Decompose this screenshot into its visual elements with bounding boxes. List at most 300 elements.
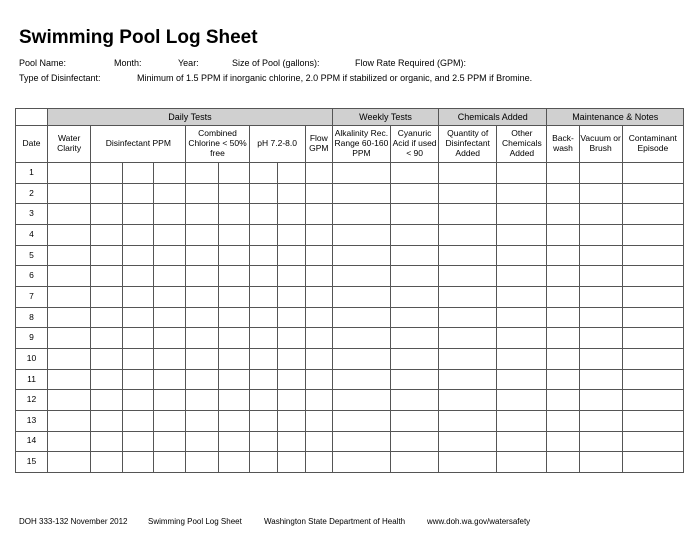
entry-cell[interactable] (249, 307, 277, 328)
group-maintenance-notes: Maintenance & Notes (547, 109, 684, 126)
entry-cell[interactable] (154, 452, 186, 473)
entry-cell[interactable] (277, 369, 305, 390)
row-date-label: 3 (16, 204, 48, 225)
entry-cell[interactable] (622, 348, 683, 369)
entry-cell[interactable] (622, 369, 683, 390)
entry-cell[interactable] (249, 245, 277, 266)
entry-cell[interactable] (91, 369, 123, 390)
entry-cell[interactable] (547, 266, 579, 287)
entry-cell[interactable] (91, 224, 123, 245)
entry-cell[interactable] (186, 348, 218, 369)
entry-cell[interactable] (391, 410, 439, 431)
entry-cell[interactable] (123, 307, 154, 328)
entry-cell[interactable] (391, 224, 439, 245)
entry-cell[interactable] (579, 328, 622, 349)
entry-cell[interactable] (277, 163, 305, 184)
entry-cell[interactable] (91, 431, 123, 452)
entry-cell[interactable] (48, 410, 91, 431)
entry-cell[interactable] (579, 307, 622, 328)
entry-cell[interactable] (154, 328, 186, 349)
entry-cell[interactable] (332, 266, 390, 287)
disinfectant-note: Minimum of 1.5 PPM if inorganic chlorine, 2.0 PPM if stabilized or organic, and 2.5 PPM if Bromine. (137, 73, 533, 83)
entry-cell[interactable] (497, 266, 547, 287)
entry-cell[interactable] (48, 183, 91, 204)
entry-cell[interactable] (305, 266, 332, 287)
entry-cell[interactable] (186, 307, 218, 328)
entry-cell[interactable] (218, 204, 249, 225)
entry-cell[interactable] (332, 307, 390, 328)
entry-cell[interactable] (277, 348, 305, 369)
entry-cell[interactable] (305, 163, 332, 184)
entry-cell[interactable] (439, 348, 497, 369)
entry-cell[interactable] (48, 163, 91, 184)
entry-cell[interactable] (579, 452, 622, 473)
col-other-chemicals: Other Chemicals Added (497, 126, 547, 163)
entry-cell[interactable] (622, 307, 683, 328)
col-cyanuric-acid: Cyanuric Acid if used < 90 (391, 126, 439, 163)
entry-cell[interactable] (123, 410, 154, 431)
entry-cell[interactable] (249, 224, 277, 245)
entry-cell[interactable] (332, 410, 390, 431)
entry-cell[interactable] (391, 163, 439, 184)
entry-cell[interactable] (439, 163, 497, 184)
entry-cell[interactable] (497, 390, 547, 411)
table-row (16, 452, 684, 473)
entry-cell[interactable] (154, 348, 186, 369)
entry-cell[interactable] (439, 328, 497, 349)
entry-cell[interactable] (579, 163, 622, 184)
entry-cell[interactable] (123, 452, 154, 473)
entry-cell[interactable] (123, 204, 154, 225)
row-date-label: 14 (16, 431, 48, 452)
entry-cell[interactable] (249, 266, 277, 287)
entry-cell[interactable] (249, 163, 277, 184)
entry-cell[interactable] (439, 410, 497, 431)
entry-cell[interactable] (91, 410, 123, 431)
entry-cell[interactable] (305, 431, 332, 452)
pool-size-label: Size of Pool (gallons): (232, 58, 320, 68)
entry-cell[interactable] (186, 224, 218, 245)
entry-cell[interactable] (48, 390, 91, 411)
entry-cell[interactable] (497, 348, 547, 369)
entry-cell[interactable] (391, 245, 439, 266)
entry-cell[interactable] (622, 390, 683, 411)
col-flow-gpm: Flow GPM (305, 126, 332, 163)
col-vacuum-brush: Vacuum or Brush (579, 126, 622, 163)
entry-cell[interactable] (91, 245, 123, 266)
row-date-label: 2 (16, 183, 48, 204)
row-date-label: 11 (16, 369, 48, 390)
year-label: Year: (178, 58, 199, 68)
entry-cell[interactable] (218, 369, 249, 390)
entry-cell[interactable] (497, 183, 547, 204)
entry-cell[interactable] (186, 204, 218, 225)
row-date-label: 5 (16, 245, 48, 266)
entry-cell[interactable] (497, 224, 547, 245)
entry-cell[interactable] (622, 328, 683, 349)
entry-cell[interactable] (622, 410, 683, 431)
entry-cell[interactable] (305, 224, 332, 245)
entry-cell[interactable] (91, 266, 123, 287)
row-date-label: 13 (16, 410, 48, 431)
entry-cell[interactable] (186, 183, 218, 204)
entry-cell[interactable] (123, 348, 154, 369)
entry-cell[interactable] (579, 369, 622, 390)
col-contaminant-episode: Contaminant Episode (622, 126, 683, 163)
entry-cell[interactable] (547, 452, 579, 473)
entry-cell[interactable] (218, 224, 249, 245)
col-date: Date (16, 126, 48, 163)
entry-cell[interactable] (332, 390, 390, 411)
entry-cell[interactable] (48, 286, 91, 307)
footer-form-name: Swimming Pool Log Sheet (148, 517, 242, 526)
entry-cell[interactable] (439, 307, 497, 328)
entry-cell[interactable] (186, 266, 218, 287)
entry-cell[interactable] (622, 431, 683, 452)
table-row (16, 348, 684, 369)
entry-cell[interactable] (277, 224, 305, 245)
entry-cell[interactable] (497, 410, 547, 431)
entry-cell[interactable] (305, 183, 332, 204)
entry-cell[interactable] (547, 245, 579, 266)
entry-cell[interactable] (497, 328, 547, 349)
entry-cell[interactable] (154, 390, 186, 411)
entry-cell[interactable] (391, 452, 439, 473)
entry-cell[interactable] (123, 328, 154, 349)
page-title: Swimming Pool Log Sheet (19, 27, 258, 48)
col-alkalinity: Alkalinity Rec. Range 60-160 PPM (332, 126, 390, 163)
table-row (16, 245, 684, 266)
entry-cell[interactable] (305, 245, 332, 266)
col-backwash: Back-wash (547, 126, 579, 163)
entry-cell[interactable] (48, 245, 91, 266)
table-row (16, 328, 684, 349)
entry-cell[interactable] (622, 204, 683, 225)
entry-cell[interactable] (48, 452, 91, 473)
table-row (16, 183, 684, 204)
entry-cell[interactable] (218, 307, 249, 328)
entry-cell[interactable] (332, 224, 390, 245)
col-combined-chlorine: Combined Chlorine < 50% free (186, 126, 249, 163)
entry-cell[interactable] (249, 452, 277, 473)
entry-cell[interactable] (249, 286, 277, 307)
entry-cell[interactable] (579, 348, 622, 369)
entry-cell[interactable] (391, 183, 439, 204)
entry-cell[interactable] (547, 286, 579, 307)
entry-cell[interactable] (305, 348, 332, 369)
entry-cell[interactable] (249, 410, 277, 431)
entry-cell[interactable] (249, 390, 277, 411)
entry-cell[interactable] (91, 452, 123, 473)
entry-cell[interactable] (439, 224, 497, 245)
entry-cell[interactable] (332, 183, 390, 204)
entry-cell[interactable] (218, 183, 249, 204)
entry-cell[interactable] (123, 369, 154, 390)
entry-cell[interactable] (186, 245, 218, 266)
entry-cell[interactable] (277, 328, 305, 349)
entry-cell[interactable] (123, 431, 154, 452)
col-disinfectant-ppm: Disinfectant PPM (91, 126, 186, 163)
entry-cell[interactable] (123, 163, 154, 184)
entry-cell[interactable] (154, 286, 186, 307)
entry-cell[interactable] (579, 224, 622, 245)
entry-cell[interactable] (277, 307, 305, 328)
entry-cell[interactable] (218, 348, 249, 369)
entry-cell[interactable] (218, 431, 249, 452)
entry-cell[interactable] (332, 204, 390, 225)
entry-cell[interactable] (332, 163, 390, 184)
table-row (16, 224, 684, 245)
entry-cell[interactable] (154, 224, 186, 245)
entry-cell[interactable] (277, 452, 305, 473)
entry-cell[interactable] (305, 390, 332, 411)
row-date-label: 7 (16, 286, 48, 307)
entry-cell[interactable] (579, 410, 622, 431)
row-date-label: 12 (16, 390, 48, 411)
row-date-label: 1 (16, 163, 48, 184)
entry-cell[interactable] (579, 431, 622, 452)
entry-cell[interactable] (622, 286, 683, 307)
group-chemicals-added: Chemicals Added (439, 109, 547, 126)
entry-cell[interactable] (277, 183, 305, 204)
entry-cell[interactable] (547, 163, 579, 184)
entry-cell[interactable] (439, 369, 497, 390)
entry-cell[interactable] (154, 431, 186, 452)
entry-cell[interactable] (332, 369, 390, 390)
row-date-label: 8 (16, 307, 48, 328)
entry-cell[interactable] (218, 452, 249, 473)
footer-url: www.doh.wa.gov/watersafety (427, 517, 531, 526)
entry-cell[interactable] (48, 307, 91, 328)
entry-cell[interactable] (186, 431, 218, 452)
entry-cell[interactable] (91, 204, 123, 225)
entry-cell[interactable] (547, 410, 579, 431)
entry-cell[interactable] (91, 390, 123, 411)
entry-cell[interactable] (249, 204, 277, 225)
entry-cell[interactable] (305, 369, 332, 390)
flow-rate-label: Flow Rate Required (GPM): (355, 58, 467, 68)
entry-cell[interactable] (439, 452, 497, 473)
entry-cell[interactable] (218, 163, 249, 184)
table-row (16, 266, 684, 287)
entry-cell[interactable] (48, 204, 91, 225)
entry-cell[interactable] (547, 390, 579, 411)
entry-cell[interactable] (123, 245, 154, 266)
entry-cell[interactable] (305, 410, 332, 431)
entry-cell[interactable] (277, 204, 305, 225)
entry-cell[interactable] (497, 286, 547, 307)
entry-cell[interactable] (547, 183, 579, 204)
row-date-label: 4 (16, 224, 48, 245)
entry-cell[interactable] (579, 183, 622, 204)
entry-cell[interactable] (622, 224, 683, 245)
entry-cell[interactable] (439, 390, 497, 411)
entry-cell[interactable] (186, 390, 218, 411)
entry-cell[interactable] (332, 431, 390, 452)
table-row (16, 390, 684, 411)
entry-cell[interactable] (186, 328, 218, 349)
entry-cell[interactable] (123, 224, 154, 245)
entry-cell[interactable] (48, 266, 91, 287)
entry-cell[interactable] (249, 369, 277, 390)
entry-cell[interactable] (123, 266, 154, 287)
entry-cell[interactable] (218, 286, 249, 307)
entry-cell[interactable] (622, 245, 683, 266)
entry-cell[interactable] (439, 245, 497, 266)
entry-cell[interactable] (154, 410, 186, 431)
table-row (16, 307, 684, 328)
entry-cell[interactable] (48, 224, 91, 245)
entry-cell[interactable] (305, 307, 332, 328)
entry-cell[interactable] (579, 204, 622, 225)
entry-cell[interactable] (391, 390, 439, 411)
entry-cell[interactable] (391, 431, 439, 452)
group-weekly-tests: Weekly Tests (332, 109, 438, 126)
entry-cell[interactable] (391, 204, 439, 225)
entry-cell[interactable] (547, 369, 579, 390)
entry-cell[interactable] (622, 266, 683, 287)
entry-cell[interactable] (391, 266, 439, 287)
entry-cell[interactable] (497, 245, 547, 266)
row-date-label: 10 (16, 348, 48, 369)
entry-cell[interactable] (186, 410, 218, 431)
entry-cell[interactable] (48, 431, 91, 452)
entry-cell[interactable] (547, 348, 579, 369)
entry-cell[interactable] (218, 266, 249, 287)
entry-cell[interactable] (391, 348, 439, 369)
entry-cell[interactable] (218, 245, 249, 266)
entry-cell[interactable] (547, 204, 579, 225)
entry-cell[interactable] (186, 163, 218, 184)
entry-cell[interactable] (547, 431, 579, 452)
entry-cell[interactable] (91, 286, 123, 307)
entry-cell[interactable] (186, 452, 218, 473)
month-label: Month: (114, 58, 142, 68)
entry-cell[interactable] (332, 245, 390, 266)
entry-cell[interactable] (48, 348, 91, 369)
entry-cell[interactable] (497, 431, 547, 452)
entry-cell[interactable] (497, 307, 547, 328)
log-table (15, 108, 684, 473)
entry-cell[interactable] (332, 348, 390, 369)
entry-cell[interactable] (91, 307, 123, 328)
group-daily-tests: Daily Tests (48, 109, 333, 126)
disinfectant-type-label: Type of Disinfectant: (19, 73, 101, 83)
entry-cell[interactable] (218, 410, 249, 431)
entry-cell[interactable] (48, 369, 91, 390)
entry-cell[interactable] (154, 204, 186, 225)
row-date-label: 6 (16, 266, 48, 287)
col-quantity-disinfectant: Quantity of Disinfectant Added (439, 126, 497, 163)
entry-cell[interactable] (622, 452, 683, 473)
entry-cell[interactable] (391, 328, 439, 349)
entry-cell[interactable] (277, 431, 305, 452)
entry-cell[interactable] (249, 431, 277, 452)
entry-cell[interactable] (391, 286, 439, 307)
corner-cell (16, 109, 48, 126)
entry-cell[interactable] (547, 224, 579, 245)
entry-cell[interactable] (91, 183, 123, 204)
col-water-clarity: Water Clarity (48, 126, 91, 163)
entry-cell[interactable] (305, 204, 332, 225)
table-row (16, 410, 684, 431)
entry-cell[interactable] (579, 286, 622, 307)
row-date-label: 15 (16, 452, 48, 473)
entry-cell[interactable] (154, 183, 186, 204)
entry-cell[interactable] (332, 452, 390, 473)
entry-cell[interactable] (218, 328, 249, 349)
entry-cell[interactable] (497, 163, 547, 184)
entry-cell[interactable] (547, 328, 579, 349)
entry-cell[interactable] (218, 390, 249, 411)
entry-cell[interactable] (123, 183, 154, 204)
entry-cell[interactable] (91, 328, 123, 349)
entry-cell[interactable] (439, 266, 497, 287)
entry-cell[interactable] (277, 390, 305, 411)
entry-cell[interactable] (497, 204, 547, 225)
entry-cell[interactable] (186, 286, 218, 307)
entry-cell[interactable] (305, 452, 332, 473)
table-row (16, 431, 684, 452)
entry-cell[interactable] (154, 245, 186, 266)
col-ph: pH 7.2-8.0 (249, 126, 305, 163)
entry-cell[interactable] (332, 328, 390, 349)
entry-cell[interactable] (439, 431, 497, 452)
entry-cell[interactable] (277, 286, 305, 307)
entry-cell[interactable] (249, 183, 277, 204)
log-table-body (16, 163, 684, 473)
footer-agency: Washington State Department of Health (264, 517, 406, 526)
entry-cell[interactable] (123, 390, 154, 411)
entry-cell[interactable] (579, 266, 622, 287)
entry-cell[interactable] (154, 163, 186, 184)
entry-cell[interactable] (547, 307, 579, 328)
entry-cell[interactable] (305, 286, 332, 307)
entry-cell[interactable] (277, 410, 305, 431)
entry-cell[interactable] (91, 163, 123, 184)
entry-cell[interactable] (123, 286, 154, 307)
entry-cell[interactable] (579, 390, 622, 411)
table-row (16, 369, 684, 390)
table-row (16, 204, 684, 225)
entry-cell[interactable] (439, 286, 497, 307)
entry-cell[interactable] (391, 369, 439, 390)
entry-cell[interactable] (154, 307, 186, 328)
entry-cell[interactable] (497, 452, 547, 473)
entry-cell[interactable] (249, 328, 277, 349)
entry-cell[interactable] (48, 328, 91, 349)
entry-cell[interactable] (277, 245, 305, 266)
entry-cell[interactable] (439, 204, 497, 225)
entry-cell[interactable] (186, 369, 218, 390)
entry-cell[interactable] (332, 286, 390, 307)
entry-cell[interactable] (154, 266, 186, 287)
entry-cell[interactable] (154, 369, 186, 390)
pool-name-label: Pool Name: (19, 58, 67, 68)
entry-cell[interactable] (305, 328, 332, 349)
table-row (16, 163, 684, 184)
entry-cell[interactable] (277, 266, 305, 287)
entry-cell[interactable] (249, 348, 277, 369)
entry-cell[interactable] (579, 245, 622, 266)
entry-cell[interactable] (439, 183, 497, 204)
entry-cell[interactable] (91, 348, 123, 369)
entry-cell[interactable] (622, 163, 683, 184)
row-date-label: 9 (16, 328, 48, 349)
entry-cell[interactable] (391, 307, 439, 328)
entry-cell[interactable] (497, 369, 547, 390)
entry-cell[interactable] (622, 183, 683, 204)
